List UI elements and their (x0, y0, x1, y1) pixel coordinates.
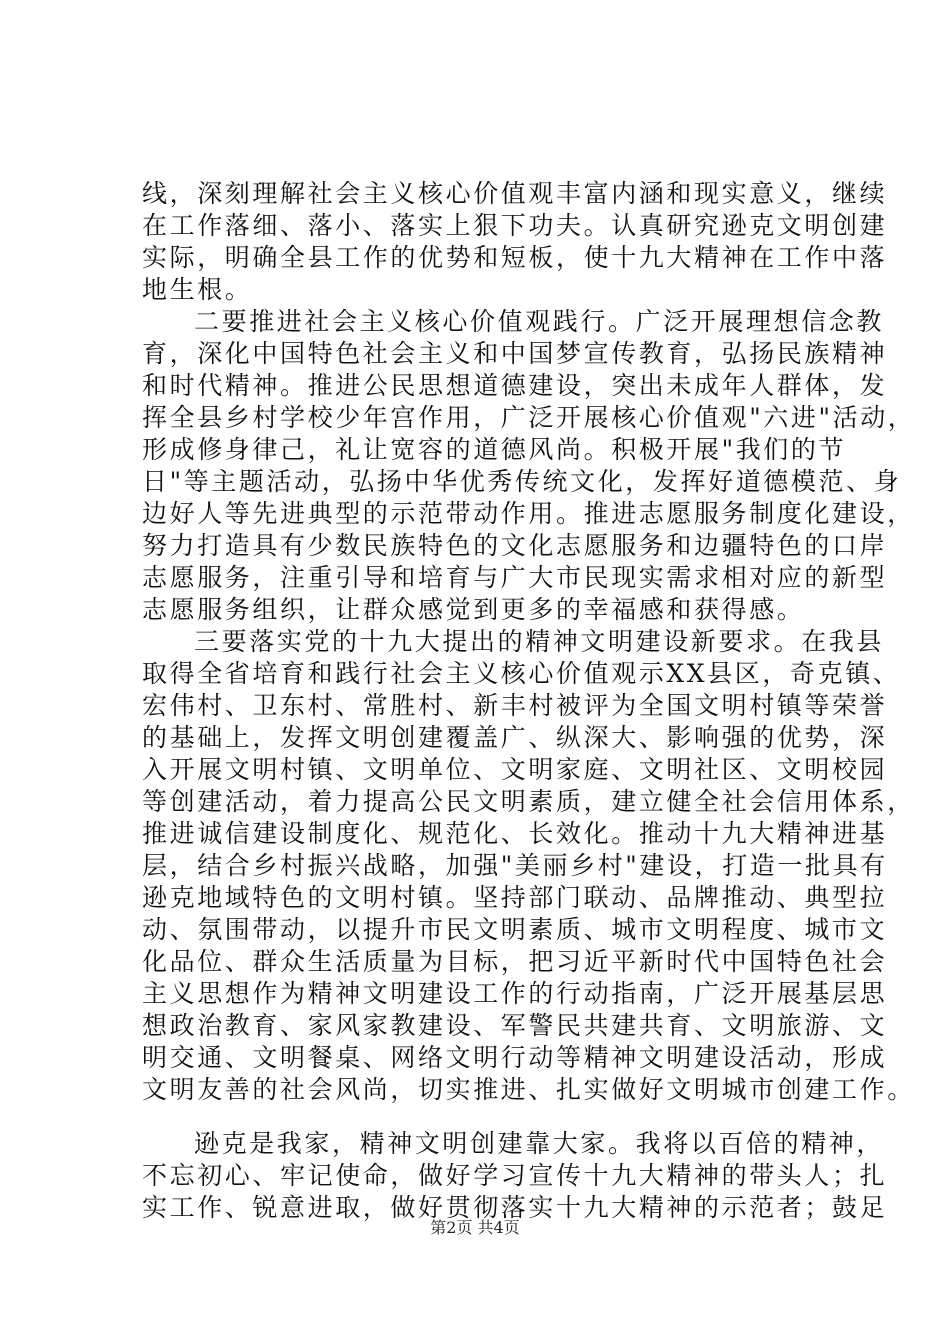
text-line: 实工作、锐意进取，做好贯彻落实十九大精神的示范者；鼓足 (142, 1193, 888, 1222)
text-line: 和时代精神。推进公民思想道德建设，突出未成年人群体，发 (142, 371, 888, 400)
text-line: 育，深化中国特色社会主义和中国梦宣传教育，弘扬民族精神 (142, 339, 888, 368)
text-line: 明交通、文明餐桌、网络文明行动等精神文明建设活动，形成 (142, 1043, 888, 1072)
text-line: 化品位、群众生活质量为目标，把习近平新时代中国特色社会 (142, 947, 888, 976)
paragraph (142, 1128, 888, 1224)
text-line: 边好人等先进典型的示范带动作用。推进志愿服务制度化建设， (142, 499, 915, 528)
paragraph-gap (142, 1106, 844, 1128)
text-line: 想政治教育、家风家教建设、军警民共建共育、文明旅游、文 (142, 1011, 888, 1040)
paragraph (142, 306, 916, 626)
text-line: 志愿服务，注重引导和培育与广大市民现实需求相对应的新型 (142, 563, 888, 592)
page-footer: 第2页 共4页 (430, 1218, 520, 1237)
text-line: 逊克地域特色的文明村镇。坚持部门联动、品牌推动、典型拉 (142, 883, 888, 912)
text-line: 三要落实党的十九大提出的精神文明建设新要求。在我县 (194, 627, 885, 656)
text-line: 层，结合乡村振兴战略，加强"美丽乡村"建设，打造一批具有 (142, 851, 888, 880)
text-line: 宏伟村、卫东村、常胜村、新丰村被评为全国文明村镇等荣誉 (142, 691, 888, 720)
text-line: 志愿服务组织，让群众感觉到更多的幸福感和获得感。 (142, 595, 805, 624)
document-body (142, 178, 916, 1224)
text-line: 推进诚信建设制度化、规范化、长效化。推动十九大精神进基 (142, 819, 888, 848)
text-line: 挥全县乡村学校少年宫作用，广泛开展核心价值观"六进"活动， (142, 403, 916, 432)
text-line: 取得全省培育和践行社会主义核心价值观示XX县区，奇克镇、 (142, 659, 901, 688)
text-line: 线，深刻理解社会主义核心价值观丰富内涵和现实意义，继续 (142, 179, 888, 208)
text-line: 文明友善的社会风尚，切实推进、扎实做好文明城市创建工作。 (142, 1075, 915, 1104)
text-line: 不忘初心、牢记使命，做好学习宣传十九大精神的带头人；扎 (142, 1161, 888, 1190)
text-line: 的基础上，发挥文明创建覆盖广、纵深大、影响强的优势，深 (142, 723, 888, 752)
text-line: 努力打造具有少数民族特色的文化志愿服务和边疆特色的口岸 (142, 531, 888, 560)
text-line: 逊克是我家，精神文明创建靠大家。我将以百倍的精神， (194, 1129, 885, 1158)
text-line: 等创建活动，着力提高公民文明素质，建立健全社会信用体系， (142, 787, 915, 816)
text-line: 在工作落细、落小、落实上狠下功夫。认真研究逊克文明创建 (142, 211, 888, 240)
text-line: 动、氛围带动，以提升市民文明素质、城市文明程度、城市文 (142, 915, 888, 944)
text-line: 地生根。 (142, 275, 253, 304)
text-line: 日"等主题活动，弘扬中华优秀传统文化，发挥好道德模范、身 (142, 467, 902, 496)
text-line: 主义思想作为精神文明建设工作的行动指南，广泛开展基层思 (142, 979, 888, 1008)
text-line: 实际，明确全县工作的优势和短板，使十九大精神在工作中落 (142, 243, 888, 272)
text-line: 形成修身律己，礼让宽容的道德风尚。积极开展"我们的节 (142, 435, 847, 464)
paragraph (142, 626, 915, 1106)
paragraph (142, 178, 888, 306)
text-line: 入开展文明村镇、文明单位、文明家庭、文明社区、文明校园 (142, 755, 888, 784)
text-line: 二要推进社会主义核心价值观践行。广泛开展理想信念教 (194, 307, 885, 336)
